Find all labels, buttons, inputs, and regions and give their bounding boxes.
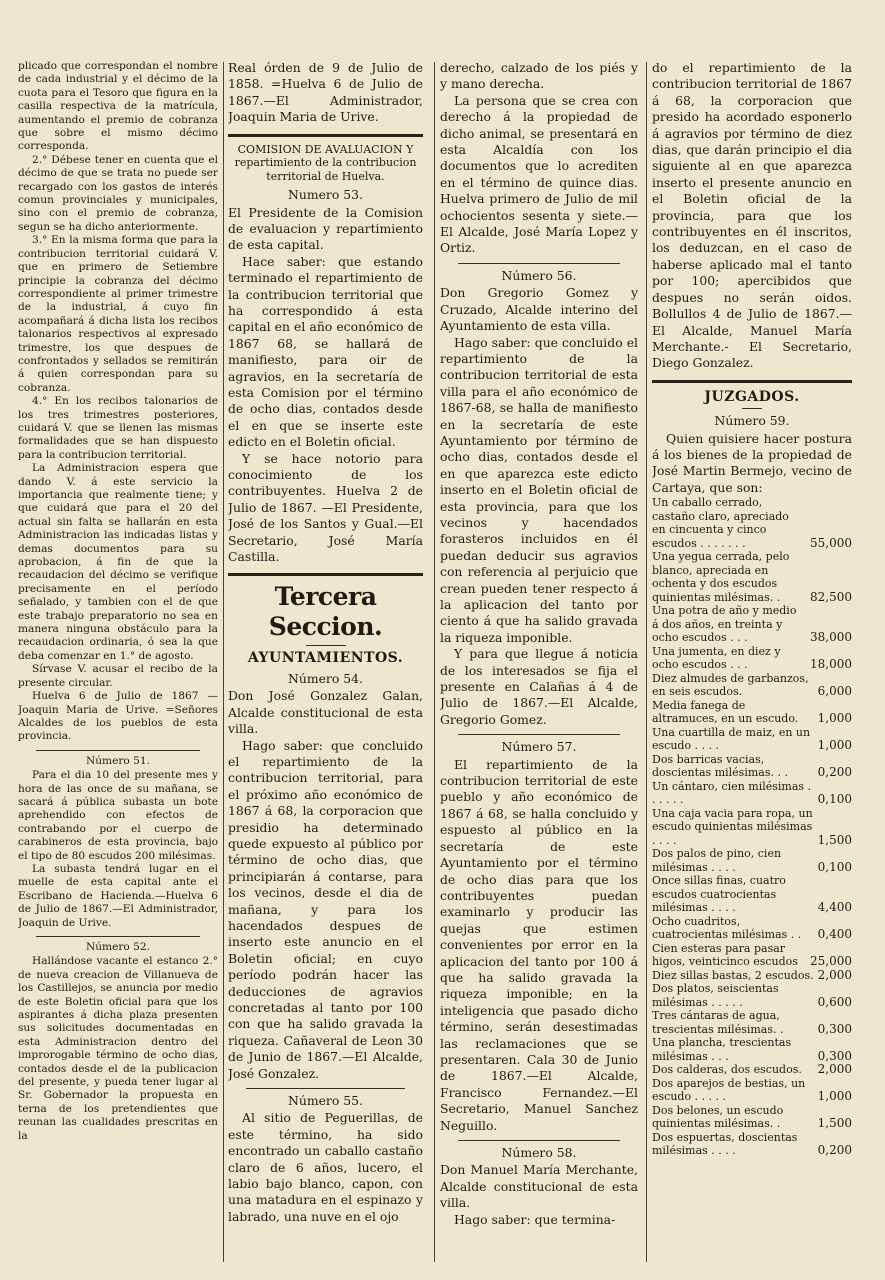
goods-list-item: [652, 780, 852, 807]
separator: [458, 1140, 620, 1141]
goods-item-price: 1,500: [817, 832, 852, 847]
goods-list-item: [652, 550, 852, 604]
paragraph: El repartimiento de la contribucion territorial de este pueblo y año económico de 1867 á 68, se halla concluido y espuesto al público en la secretaría de este Ayuntamiento por el término de ocho dias para que los contribuyentes puedan examinarlo y producir las quejas que estimen convenientes por error en la aplicacion del tanto por 100 á que ha salido gravada la riqueza imponible; en la inteligencia que pasado dicho término, serán desestimadas las reclamaciones que se presentaren. Cala 30 de Junio de 1867.—El Alcalde, Francisco Fernandez.—El Secretario, Manuel Sanchez Neguillo.: [440, 756, 638, 1133]
goods-item-price: 2,000: [817, 1062, 852, 1077]
goods-item-price: 2,000: [817, 967, 852, 982]
paragraph: La subasta tendrá lugar en el muelle de esta capital ante el Escribano de Hacienda.—Huelva 6 de Julio de 1867.—El Administrador, Joaquin de Urive.: [18, 862, 218, 929]
goods-item-description: Dos platos, seiscientas milésimas . . . . .: [652, 982, 779, 1009]
goods-item-description: Una plancha, trescientas milésimas . . .: [652, 1036, 792, 1063]
goods-list-item: [652, 1131, 852, 1158]
goods-item-description: Diez sillas bastas, 2 escudos.: [652, 968, 814, 982]
goods-item-description: Una yegua cerrada, pelo blanco, apreciada en ochenta y dos escudos quinientas milésimas. .: [652, 550, 790, 604]
section-heading: AYUNTAMIENTOS.: [247, 650, 404, 667]
goods-item-description: Una cuartilla de maiz, en un escudo . . . .: [652, 725, 811, 753]
goods-item-description: Dos barricas vacias, doscientas milésimas. . .: [652, 752, 788, 780]
paragraph: El Presidente de la Comision de evaluacion y repartimiento de esta capital.: [228, 204, 423, 253]
goods-item-price: 0,400: [817, 927, 852, 942]
goods-list-item: [652, 969, 852, 983]
goods-item-price: 4,400: [817, 900, 852, 915]
goods-list-item: [652, 847, 852, 874]
goods-item-description: Once sillas finas, cuatro escudos cuatrocientas milésimas . . . .: [652, 874, 786, 915]
goods-item-description: Dos palos de pino, cien milésimas . . . .: [652, 847, 782, 874]
goods-item-price: 6,000: [817, 684, 852, 699]
goods-item-price: 0,200: [817, 765, 852, 780]
goods-item-description: Un cántaro, cien milésimas . . . . . .: [652, 779, 812, 807]
paragraph: Hago saber: que termina-: [454, 1211, 616, 1227]
goods-item-price: 1,000: [817, 1089, 852, 1104]
goods-list-item: [652, 645, 852, 672]
paragraph: Hallándose vacante el estanco 2.° de nueva creacion de Villanueva de los Castillejos, se anuncia por medio de este Boletin oficial para que los aspirantes á dicha plaza presenten sus solicitudes documentadas en esta Administracion dentro del improrogable término de ocho dias, contados desde el de la publicacion del presente, y pueda tener lugar al Sr. Gobernador la propuesta en terna de los pretendientes que reunan las cualidades prescritas en la: [18, 955, 218, 1142]
column-4: [652, 60, 852, 1158]
goods-item-price: 0,100: [817, 792, 852, 807]
paragraph: Hace saber: que estando terminado el repartimiento de la contribucion territorial que ha correspondido á esta capital en el año económico de 1867 68, se hallará de manifiesto, para oir de agravios, en la secretaría de esta Comision por el término de ocho dias, contados desde el en que se inserte este edicto en el Boletin oficial.: [228, 253, 423, 450]
notice-number: Número 56.: [501, 267, 577, 283]
notice-number: Número 57.: [501, 739, 577, 755]
section-title: Tercera Seccion.: [268, 582, 383, 642]
goods-item-description: Tres cántaras de agua, trescientas milésimas. .: [652, 1009, 784, 1036]
goods-item-price: 18,000: [810, 657, 852, 672]
notice-number: Número 51.: [85, 754, 151, 767]
paragraph: do el repartimiento de la contribucion territorial de 1867 á 68, la corporacion que presido ha acordado esponerlo á agravios por término de diez dias, que darán principio el dia siguiente al en que aparezca inserto el presente anuncio en el Boletin oficial de la provincia, para que los contribuyentes en él inscritos, los deduzcan, en el caso de haberse aplicado mal el tanto por 100; apercibidos que despues no serán oidos. Bollullos 4 de Julio de 1867.—El Alcalde, Manuel María Merchante.- El Secretario, Diego Gonzalez.: [652, 60, 852, 371]
goods-list-item: [652, 496, 852, 550]
paragraph: Y para que llegue á noticia de los interesados se fija el presente en Calañas á 4 de Julio de 1867.—El Alcalde, Gregorio Gomez.: [440, 646, 638, 727]
goods-item-description: Un caballo cerrado, castaño claro, apreciado en cincuenta y cinco escudos . . . . . . .: [652, 496, 789, 550]
goods-item-description: Dos aparejos de bestias, un escudo . . . . .: [652, 1076, 806, 1104]
goods-item-price: 25,000: [810, 954, 852, 969]
goods-list-item: [652, 1104, 852, 1131]
paragraph: 4.° En los recibos talonarios de los tres trimestres posteriores, cuidará V. que se llenen las mismas formalidades que se han dispuesto para la contribucion territorial.: [18, 395, 218, 461]
separator: [36, 750, 200, 751]
column-divider: [223, 62, 224, 1262]
goods-item-description: Dos espuertas, doscientas milésimas . . . .: [652, 1130, 798, 1158]
paragraph: 3.° En la misma forma que para la contribucion territorial cuidará V. que en primero de Setiembre principie la cobranza del décimo correspondiente al primer trimestre de la industrial, á cuyo fin acompañará á dicha lista los recibos talonarios respectivos al expresado trimestre, los que despues de confrontados y sellados se remitirán á quien correspondan para su cobranza.: [18, 234, 218, 394]
goods-item-description: Diez almudes de garbanzos, en seis escudos.: [652, 671, 809, 699]
goods-item-price: 1,000: [817, 711, 852, 726]
goods-item-description: Dos calderas, dos escudos.: [652, 1063, 802, 1077]
paragraph: derecho, calzado de los piés y y mano derecha.: [440, 60, 638, 92]
goods-list-item: [652, 604, 852, 645]
goods-list-item: [652, 1036, 852, 1063]
goods-item-price: 55,000: [810, 535, 852, 550]
notice-number: Número 52.: [85, 941, 151, 953]
goods-list-item: [652, 942, 852, 969]
separator: [306, 645, 346, 646]
goods-list-item: [652, 915, 852, 942]
goods-list-item: [652, 874, 852, 915]
separator: [246, 1088, 405, 1089]
goods-item-description: Dos belones, un escudo quinientas milésimas. .: [652, 1103, 784, 1131]
goods-list-item: [652, 726, 852, 753]
paragraph: La Administracion espera que dando V. á este servicio la importancia que realmente tiene; y que cuidará que para el 20 del actual sin falta se hallarán en esta Administracion las indicadas listas y demas documentos para su aprobacion, á fin de que la recaudacion del décimo se verifique precisamente en el período señalado, y tambien con el de que este trabajo preparatorio no sea en manera ninguna obstáculo para la recaudacion ordinaria, ó sea la que deba comenzar en 1.° de agosto.: [18, 462, 218, 662]
notice-number: Numero 53.: [288, 187, 363, 203]
separator: [228, 573, 423, 576]
notice-number: Número 59.: [714, 413, 790, 429]
paragraph: Sírvase V. acusar el recibo de la presente circular.: [18, 663, 218, 689]
column-1: [18, 60, 218, 1143]
goods-list-item: [652, 1063, 852, 1077]
paragraph: Hago saber: que concluido el repartimiento de la contribucion territorial de esta villa para el año económico de 1867-68, se halla de manifiesto en la secretaría de este Ayuntamiento por término de ocho dias, contados desde el en que aparezca este edicto inserto en el Boletin oficial de esta provincia, para que los vecinos y hacendados forasteros incluidos en él puedan deducir sus agravios con referencia al perjuicio que crean pueden tener respecto á la aplicacion del tanto por ciento á que ha salido gravada la riqueza imponible.: [440, 334, 638, 645]
paragraph: Huelva 6 de Julio de 1867 — Joaquin Maria de Urive. =Señores Alcaldes de los pueblos de esta provincia.: [18, 690, 218, 743]
goods-item-price: 0,300: [817, 1048, 852, 1063]
goods-list-item: [652, 982, 852, 1009]
goods-item-price: 0,300: [817, 1021, 852, 1036]
separator: [228, 134, 423, 137]
goods-item-description: Una potra de año y medio á dos años, en treinta y ocho escudos . . .: [652, 604, 797, 645]
goods-item-description: Media fanega de altramuces, en un escudo.: [652, 698, 799, 726]
goods-list-item: [652, 672, 852, 699]
column-divider: [434, 62, 435, 1262]
goods-item-price: 38,000: [810, 630, 852, 645]
notice-number: Número 58.: [501, 1145, 577, 1160]
goods-item-price: 0,200: [817, 1143, 852, 1158]
paragraph: Quien quisiere hacer postura á los bienes de la propiedad de José Martin Bermejo, vecino de Cartaya, que son:: [652, 430, 852, 495]
goods-item-price: 0,600: [817, 994, 852, 1009]
notice-number: Número 54.: [288, 670, 363, 686]
notice-number: Número 55.: [288, 1093, 363, 1109]
separator: [458, 263, 620, 264]
goods-list-item: [652, 807, 852, 848]
column-2: [228, 60, 423, 1225]
goods-item-price: 1,500: [817, 1116, 852, 1131]
goods-list-item: [652, 1077, 852, 1104]
goods-item-description: Ocho cuadritos, cuatrocientas milésimas . .: [652, 914, 802, 942]
separator: [742, 408, 762, 409]
paragraph: Real órden de 9 de Julio de 1858. =Huelva 6 de Julio de 1867.—El Administrador, Joaquin Maria de Urive.: [228, 60, 423, 125]
paragraph: 2.° Débese tener en cuenta que el décimo de que se trata no puede ser recargado con los gastos de interés comun provinciales y municipales, sino con el premio de cobranza, segun se ha dicho anteriormente.: [18, 153, 218, 233]
goods-item-description: Una jumenta, en diez y ocho escudos . . .: [652, 644, 781, 672]
section-heading: COMISION DE AVALUACION Y repartimiento de la contribucion territorial de Huelva.: [234, 142, 417, 183]
goods-item-price: 0,100: [817, 859, 852, 874]
paragraph: plicado que correspondan el nombre de cada industrial y el décimo de la cuota para el Tesoro que figura en la casilla respectiva de la matrícula, aumentando el premio de cobranza que sobre el mismo décimo corresponda.: [18, 60, 218, 153]
goods-item-description: Una caja vacia para ropa, un escudo quinientas milésimas . . . .: [652, 806, 813, 847]
goods-item-description: Cien esteras para pasar higos, veinticinco escudos: [652, 941, 798, 969]
goods-list-item: [652, 699, 852, 726]
section-heading: JUZGADOS.: [704, 388, 800, 405]
paragraph: La persona que se crea con derecho á la propiedad de dicho animal, se presentará en esta Alcaldía con los documentos que lo acrediten en el término de quince dias. Huelva primero de Julio de mil ochocientos sesenta y siete.—El Alcalde, José María Lopez y Ortiz.: [440, 92, 638, 256]
paragraph: Don Manuel María Merchante, Alcalde constitucional de esta villa.: [440, 1162, 638, 1211]
goods-item-price: 82,500: [810, 589, 852, 604]
separator: [36, 936, 200, 937]
goods-list-item: [652, 753, 852, 780]
goods-list: [652, 496, 852, 1158]
goods-list-item: [652, 1009, 852, 1036]
paragraph: Al sitio de Peguerillas, de este término, ha sido encontrado un caballo castaño claro de 6 años, lucero, el labio bajo blanco, capon, con una matadura en el espinazo y labrado, una nuve en el ojo: [228, 1110, 423, 1224]
paragraph: Y se hace notorio para conocimiento de los contribuyentes. Huelva 2 de Julio de 1867. —El Presidente, José de los Santos y Gual.—El Secretario, José María Castilla.: [228, 450, 423, 565]
paragraph: Don José Gonzalez Galan, Alcalde constitucional de esta villa.: [228, 688, 423, 737]
paragraph: Don Gregorio Gomez y Cruzado, Alcalde interino del Ayuntamiento de esta villa.: [440, 285, 638, 334]
goods-item-price: 1,000: [817, 738, 852, 753]
column-divider: [646, 62, 647, 1262]
separator: [652, 380, 852, 383]
paragraph: Para el dia 10 del presente mes y hora de las once de su mañana, se sacará á pública subasta un bote aprehendido con efectos de contrabando por el cuerpo de carabineros de esta provincia, bajo el tipo de 80 escudos 200 milésimas.: [18, 769, 218, 862]
separator: [458, 734, 620, 735]
column-3: [440, 60, 638, 1228]
paragraph: Hago saber: que concluido el repartimiento de la contribucion territorial, para el próximo año económico de 1867 á 68, la corporacion que presidio ha determinado quede expuesto al público por término de ocho dias, que principiarán á contarse, para los vecinos, desde el dia de mañana, y para los hacendados despues de inserto este anuncio en el Boletin oficial; en cuyo período podrán hacer las deducciones de agravios concretadas al tanto por 100 con que ha salido gravada la riqueza. Cañaveral de Leon 30 de Junio de 1867.—El Alcalde, José Gonzalez.: [228, 737, 423, 1081]
